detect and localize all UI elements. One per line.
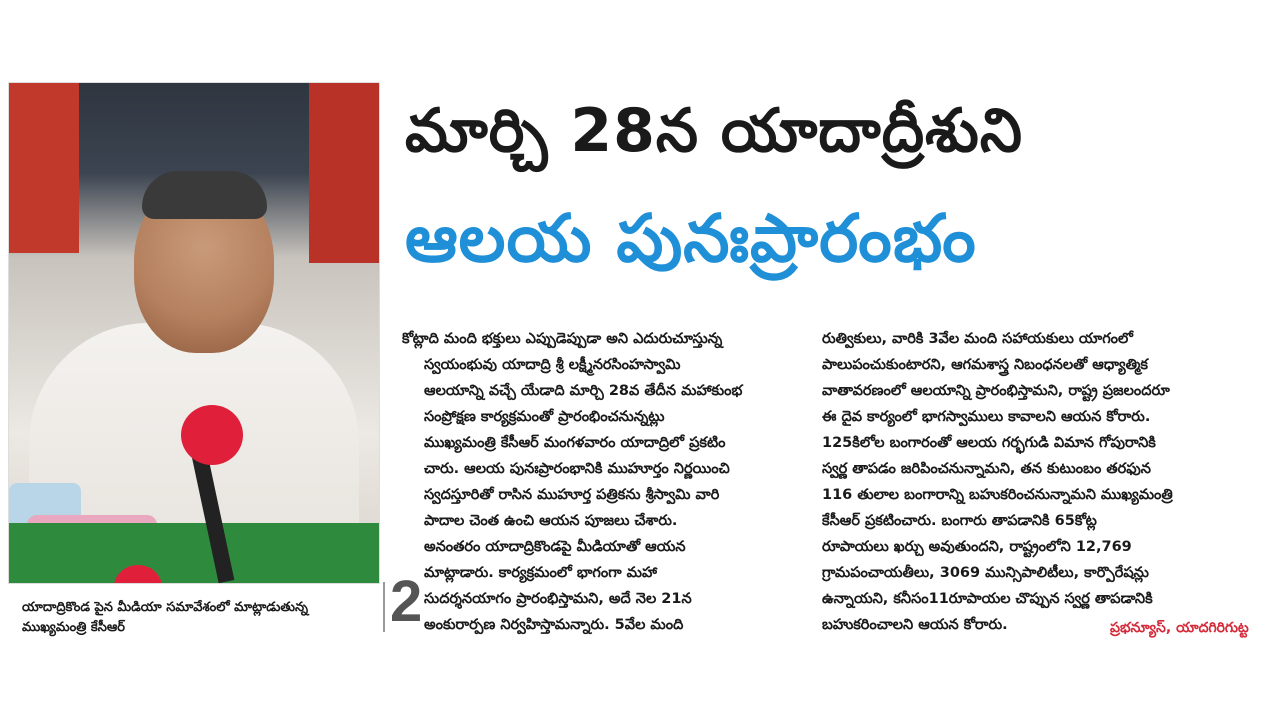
body-line: పాదాల చెంత ఉంచి ఆయన పూజలు చేశారు. [424, 513, 678, 529]
body-line: కోట్లాది మంది భక్తులు ఎప్పుడెప్పుడా అని ఎదురుచూస్తున్న [402, 331, 723, 347]
divider-line [383, 582, 385, 632]
person-hair [142, 171, 267, 219]
article-column-1 [402, 326, 802, 638]
body-line: ఆలయాన్ని వచ్చే యేడాది మార్చి 28వ తేదీన మహాకుంభ [424, 383, 743, 399]
body-line: 116 తులాల బంగారాన్ని బహుకరించనున్నామని ముఖ్యమంత్రి [822, 487, 1173, 503]
article-column-2 [822, 326, 1268, 638]
body-line: వాతావరణంలో ఆలయాన్ని ప్రారంభిస్తామని, రాష్ట్ర ప్రజలందరూ [822, 383, 1170, 399]
news-photo [8, 82, 380, 584]
background-red-panel [9, 83, 79, 253]
body-line: సుదర్శనయాగం ప్రారంభిస్తామని, అదే నెల 21న [424, 591, 692, 607]
body-line: చారు. ఆలయ పునఃప్రారంభానికి ముహూర్తం నిర్ణయించి [424, 461, 730, 477]
news-credit: ప్రభన్యూస్, యాదగిరిగుట్ట [1110, 620, 1249, 636]
body-line: పాలుపంచుకుంటారని, ఆగమశాస్త్ర నిబంధనలతో ఆధ్యాత్మిక [822, 357, 1148, 373]
microphone-icon [181, 405, 243, 465]
body-line: రుత్వికులు, వారికి 3వేల మంది సహాయకులు యాగంలో [822, 331, 1133, 347]
body-line: అనంతరం యాదాద్రికొండపై మీడియాతో ఆయన [424, 539, 686, 555]
body-line: స్వర్ణ తాపడం జరిపించనున్నామని, తన కుటుంబం తరఫున [822, 461, 1151, 477]
green-table [9, 523, 379, 583]
body-line: 125కిలోల బంగారంతో ఆలయ గర్భగుడి విమాన గోపురానికి [822, 435, 1156, 451]
body-line: రూపాయలు ఖర్చు అవుతుందని, రాష్ట్రంలోని 12,769 [822, 539, 1132, 555]
body-line: గ్రామపంచాయతీలు, 3069 మున్సిపాలిటీలు, కార్పొరేషన్లు [822, 565, 1149, 581]
background-red-panel-right [309, 83, 379, 263]
body-line: బహుకరించాలని ఆయన కోరారు. [822, 617, 1008, 633]
body-line: మాట్లాడారు. కార్యక్రమంలో భాగంగా మహా [424, 565, 657, 581]
headline-line-2: ఆలయ పునఃప్రారంభం [405, 200, 977, 277]
headline-line-1: మార్చి 28న యాదాద్రీశుని [405, 96, 1023, 166]
body-line: ఉన్నాయని, కనీసం11రూపాయల చొప్పున స్వర్ణ తాపడానికి [822, 591, 1153, 607]
body-line: కేసీఆర్ ప్రకటించారు. బంగారు తాపడానికి 65కోట్ల [822, 513, 1097, 529]
body-line: స్వదస్తూరితో రాసిన ముహూర్త పత్రికను శ్రీస్వామి వారి [424, 487, 720, 503]
body-line: ముఖ్యమంత్రి కేసీఆర్ మంగళవారం యాదాద్రిలో ప్రకటిం [424, 435, 726, 451]
photo-caption: యాదాద్రికొండ పైన మీడియా సమావేశంలో మాట్లాడుతున్న ముఖ్యమంత్రి కేసీఆర్ [22, 600, 308, 635]
body-line: స్వయంభువు యాదాద్రి శ్రీ లక్ష్మీనరసింహస్వామి [424, 357, 681, 373]
body-line: అంకురార్పణ నిర్వహిస్తామన్నారు. 5వేల మంది [424, 617, 684, 633]
page-number: 2 [390, 569, 423, 634]
body-line: ఈ దైవ కార్యంలో భాగస్వాములు కావాలని ఆయన కోరారు. [822, 409, 1151, 425]
body-line: సంప్రోక్షణ కార్యక్రమంతో ప్రారంభించనున్నట్లు [424, 409, 665, 425]
